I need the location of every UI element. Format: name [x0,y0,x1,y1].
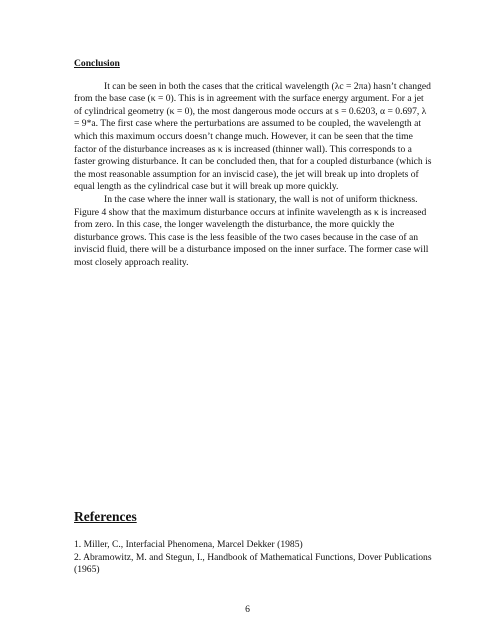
conclusion-section [74,58,434,270]
reference-item-1: 1. Miller, C., Interfacial Phenomena, Marcel Dekker (1985) [74,539,303,550]
conclusion-paragraph-1: It can be seen in both the cases that the critical wavelength (λc = 2πa) hasn’t changed from the base case (κ = 0). This is in agreement with the surface energy argument. For a jet of cylindrical geometry (κ = 0), the most dangerous mode occurs at s = 0.6203, α = 0.697, λ = 9*a. The first case where the perturbations are assumed to be coupled, the wavelength at which this maximum occurs doesn’t change much. However, it can be seen that the time factor of the disturbance increases as κ is increased (thinner wall). This corresponds to a faster growing disturbance. It can be concluded then, that for a coupled disturbance (which is the most reasonable assumption for an inviscid case), the jet will break up into droplets of equal length as the cylindrical case but it will break up more quickly. [74,80,432,193]
references-heading: References [74,509,137,524]
reference-item-2: 2. Abramowitz, M. and Stegun, I., Handbook of Mathematical Functions, Dover Publications (1965) [74,551,432,576]
references-section [74,509,434,577]
conclusion-paragraph-2: In the case where the inner wall is stationary, the wall is not of uniform thickness. Figure 4 show that the maximum disturbance occurs at infinite wavelength as κ is increased from zero. In this case, the longer wavelength the disturbance, the more quickly the disturbance grows. This case is the less feasible of the two cases because in the case of an inviscid fluid, there will be a disturbance imposed on the inner surface. The former case will most closely approach reality. [74,193,429,268]
page-number: 6 [245,604,250,615]
references-list [74,539,434,577]
conclusion-heading: Conclusion [74,58,120,69]
